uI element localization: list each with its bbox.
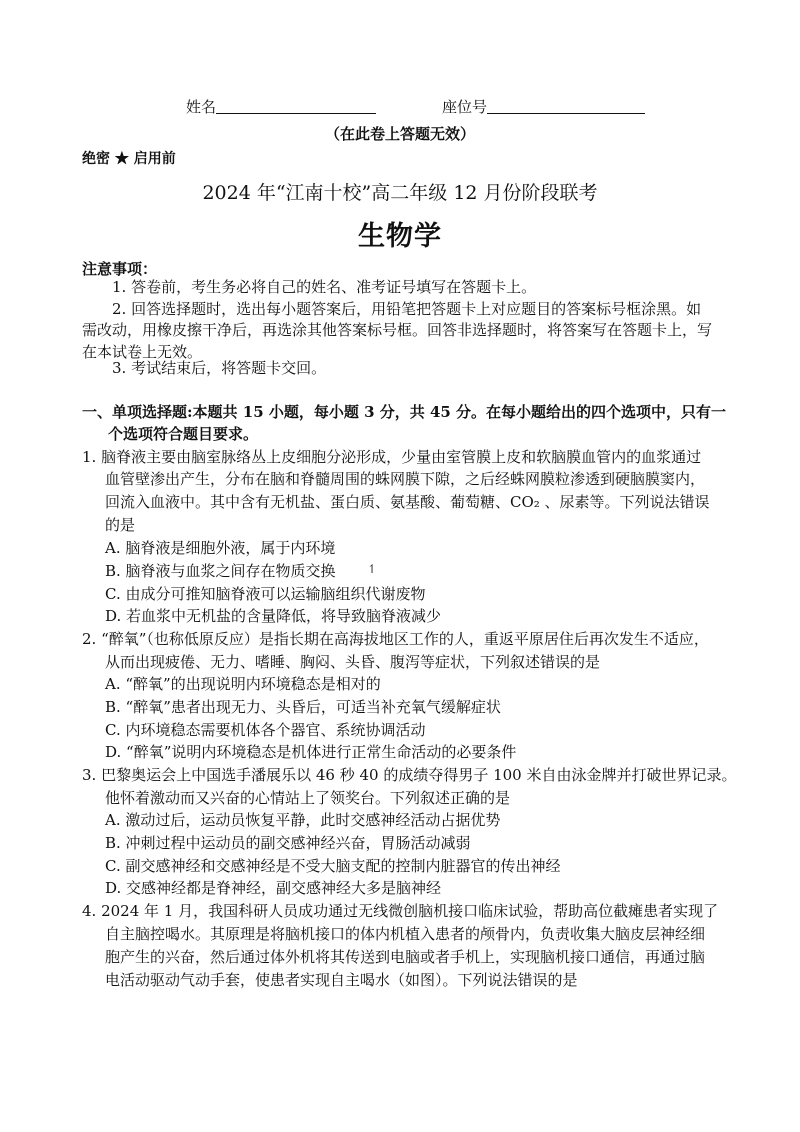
- section-title-line-1: 一、单项选择题:本题共 15 小题，每小题 3 分，共 45 分。在每小题给出的四个选项中，只有一: [82, 403, 727, 421]
- section-title-line-2: 个选项符合题目要求。: [108, 425, 259, 443]
- q2-line-2: 从而出现疲倦、无力、嗜睡、胸闷、头昏、腹泻等症状，下列叙述错误的是: [105, 653, 601, 671]
- name-blank-line: [216, 98, 376, 114]
- name-seat-row: [186, 96, 645, 117]
- q1-line-2: 血管壁渗出产生，分布在脑和脊髓周围的蛛网膜下隙，之后经蛛网膜粒渗透到硬脑膜窦内，: [105, 470, 706, 488]
- q1-option-c: C. 由成分可推知脑脊液可以运输脑组织代谢废物: [105, 585, 426, 603]
- q3-option-a: A. 激动过后，运动员恢复平静，此时交感神经活动占据优势: [105, 811, 501, 829]
- notes-line-3: 3. 考试结束后，将答题卡交回。: [112, 359, 327, 377]
- q4-line-4: 电活动驱动气动手套，使患者实现自主喝水（如图）。下列说法错误的是: [105, 971, 578, 989]
- answer-notice: （在此卷上答题无效）: [324, 125, 475, 143]
- q2-option-b: B. “醉氧”患者出现无力、头昏后，可适当补充氧气缓解症状: [105, 698, 501, 716]
- q1-line-4: 的是: [105, 516, 136, 534]
- notes-line-2c: 在本试卷上无效。: [82, 343, 203, 361]
- q3-line-1: 3. 巴黎奥运会上中国选手潘展乐以 46 秒 40 的成绩夺得男子 100 米自由泳金牌并打破世界记录。: [82, 766, 737, 784]
- q4-line-2: 自主脑控喝水。其原理是将脑机接口的体内机植入患者的颅骨内，负责收集大脑皮层神经细: [105, 925, 706, 943]
- exam-title: 2024 年“江南十校”高二年级 12 月份阶段联考: [202, 182, 598, 204]
- notes-line-2b: 需改动，用橡皮擦干净后，再选涂其他答案标号框。回答非选择题时，将答案写在答题卡上，写: [82, 321, 713, 339]
- q2-option-a: A. “醉氧”的出现说明内环境稳态是相对的: [105, 675, 381, 693]
- q2-option-c: C. 内环境稳态需要机体各个器官、系统协调活动: [105, 721, 426, 739]
- q4-line-3: 胞产生的兴奋，然后通过体外机将其传送到电脑或者手机上，实现脑机接口通信，再通过脑: [105, 948, 706, 966]
- name-label: 姓名: [186, 98, 217, 116]
- seat-blank-line: [487, 98, 645, 114]
- handwritten-tick-mark: ↿: [367, 562, 378, 576]
- notes-heading: 注意事项：: [82, 260, 158, 278]
- q3-option-c: C. 副交感神经和交感神经是不受大脑支配的控制内脏器官的传出神经: [105, 857, 561, 875]
- q1-line-1: 1. 脑脊液主要由脑室脉络丛上皮细胞分泌形成，少量由室管膜上皮和软脑膜血管内的血浆通过: [82, 448, 702, 466]
- q1-line-3: 回流入血液中。其中含有无机盐、蛋白质、氨基酸、葡萄糖、CO₂ 、尿素等。下列说法错误: [105, 493, 710, 511]
- secret-mark: 绝密 ★ 启用前: [82, 151, 176, 167]
- q2-option-d: D. “醉氧”说明内环境稳态是机体进行正常生命活动的必要条件: [105, 743, 517, 761]
- q3-option-b: B. 冲刺过程中运动员的副交感神经兴奋，胃肠活动减弱: [105, 834, 471, 852]
- subject-title: 生物学: [358, 221, 442, 252]
- seat-label: 座位号: [442, 98, 488, 116]
- notes-line-1: 1. 答卷前，考生务必将自己的姓名、准考证号填写在答题卡上。: [112, 278, 537, 296]
- q3-option-d: D. 交感神经都是脊神经，副交感神经大多是脑神经: [105, 879, 442, 897]
- q1-option-a: A. 脑脊液是细胞外液，属于内环境: [105, 539, 336, 557]
- q3-line-2: 他怀着激动而又兴奋的心情站上了领奖台。下列叙述正确的是: [105, 789, 511, 807]
- q4-line-1: 4. 2024 年 1 月，我国科研人员成功通过无线微创脑机接口临床试验，帮助高位截瘫患者实现了: [82, 902, 719, 920]
- q1-option-d: D. 若血浆中无机盐的含量降低，将导致脑脊液减少: [105, 607, 442, 625]
- q1-option-b: B. 脑脊液与血浆之间存在物质交换: [105, 562, 336, 580]
- notes-line-2a: 2. 回答选择题时，选出每小题答案后，用铅笔把答题卡上对应题目的答案标号框涂黑。如: [112, 300, 702, 318]
- q2-line-1: 2. “醉氧”（也称低原反应）是指长期在高海拔地区工作的人，重返平原居住后再次发生不适应，: [82, 630, 709, 648]
